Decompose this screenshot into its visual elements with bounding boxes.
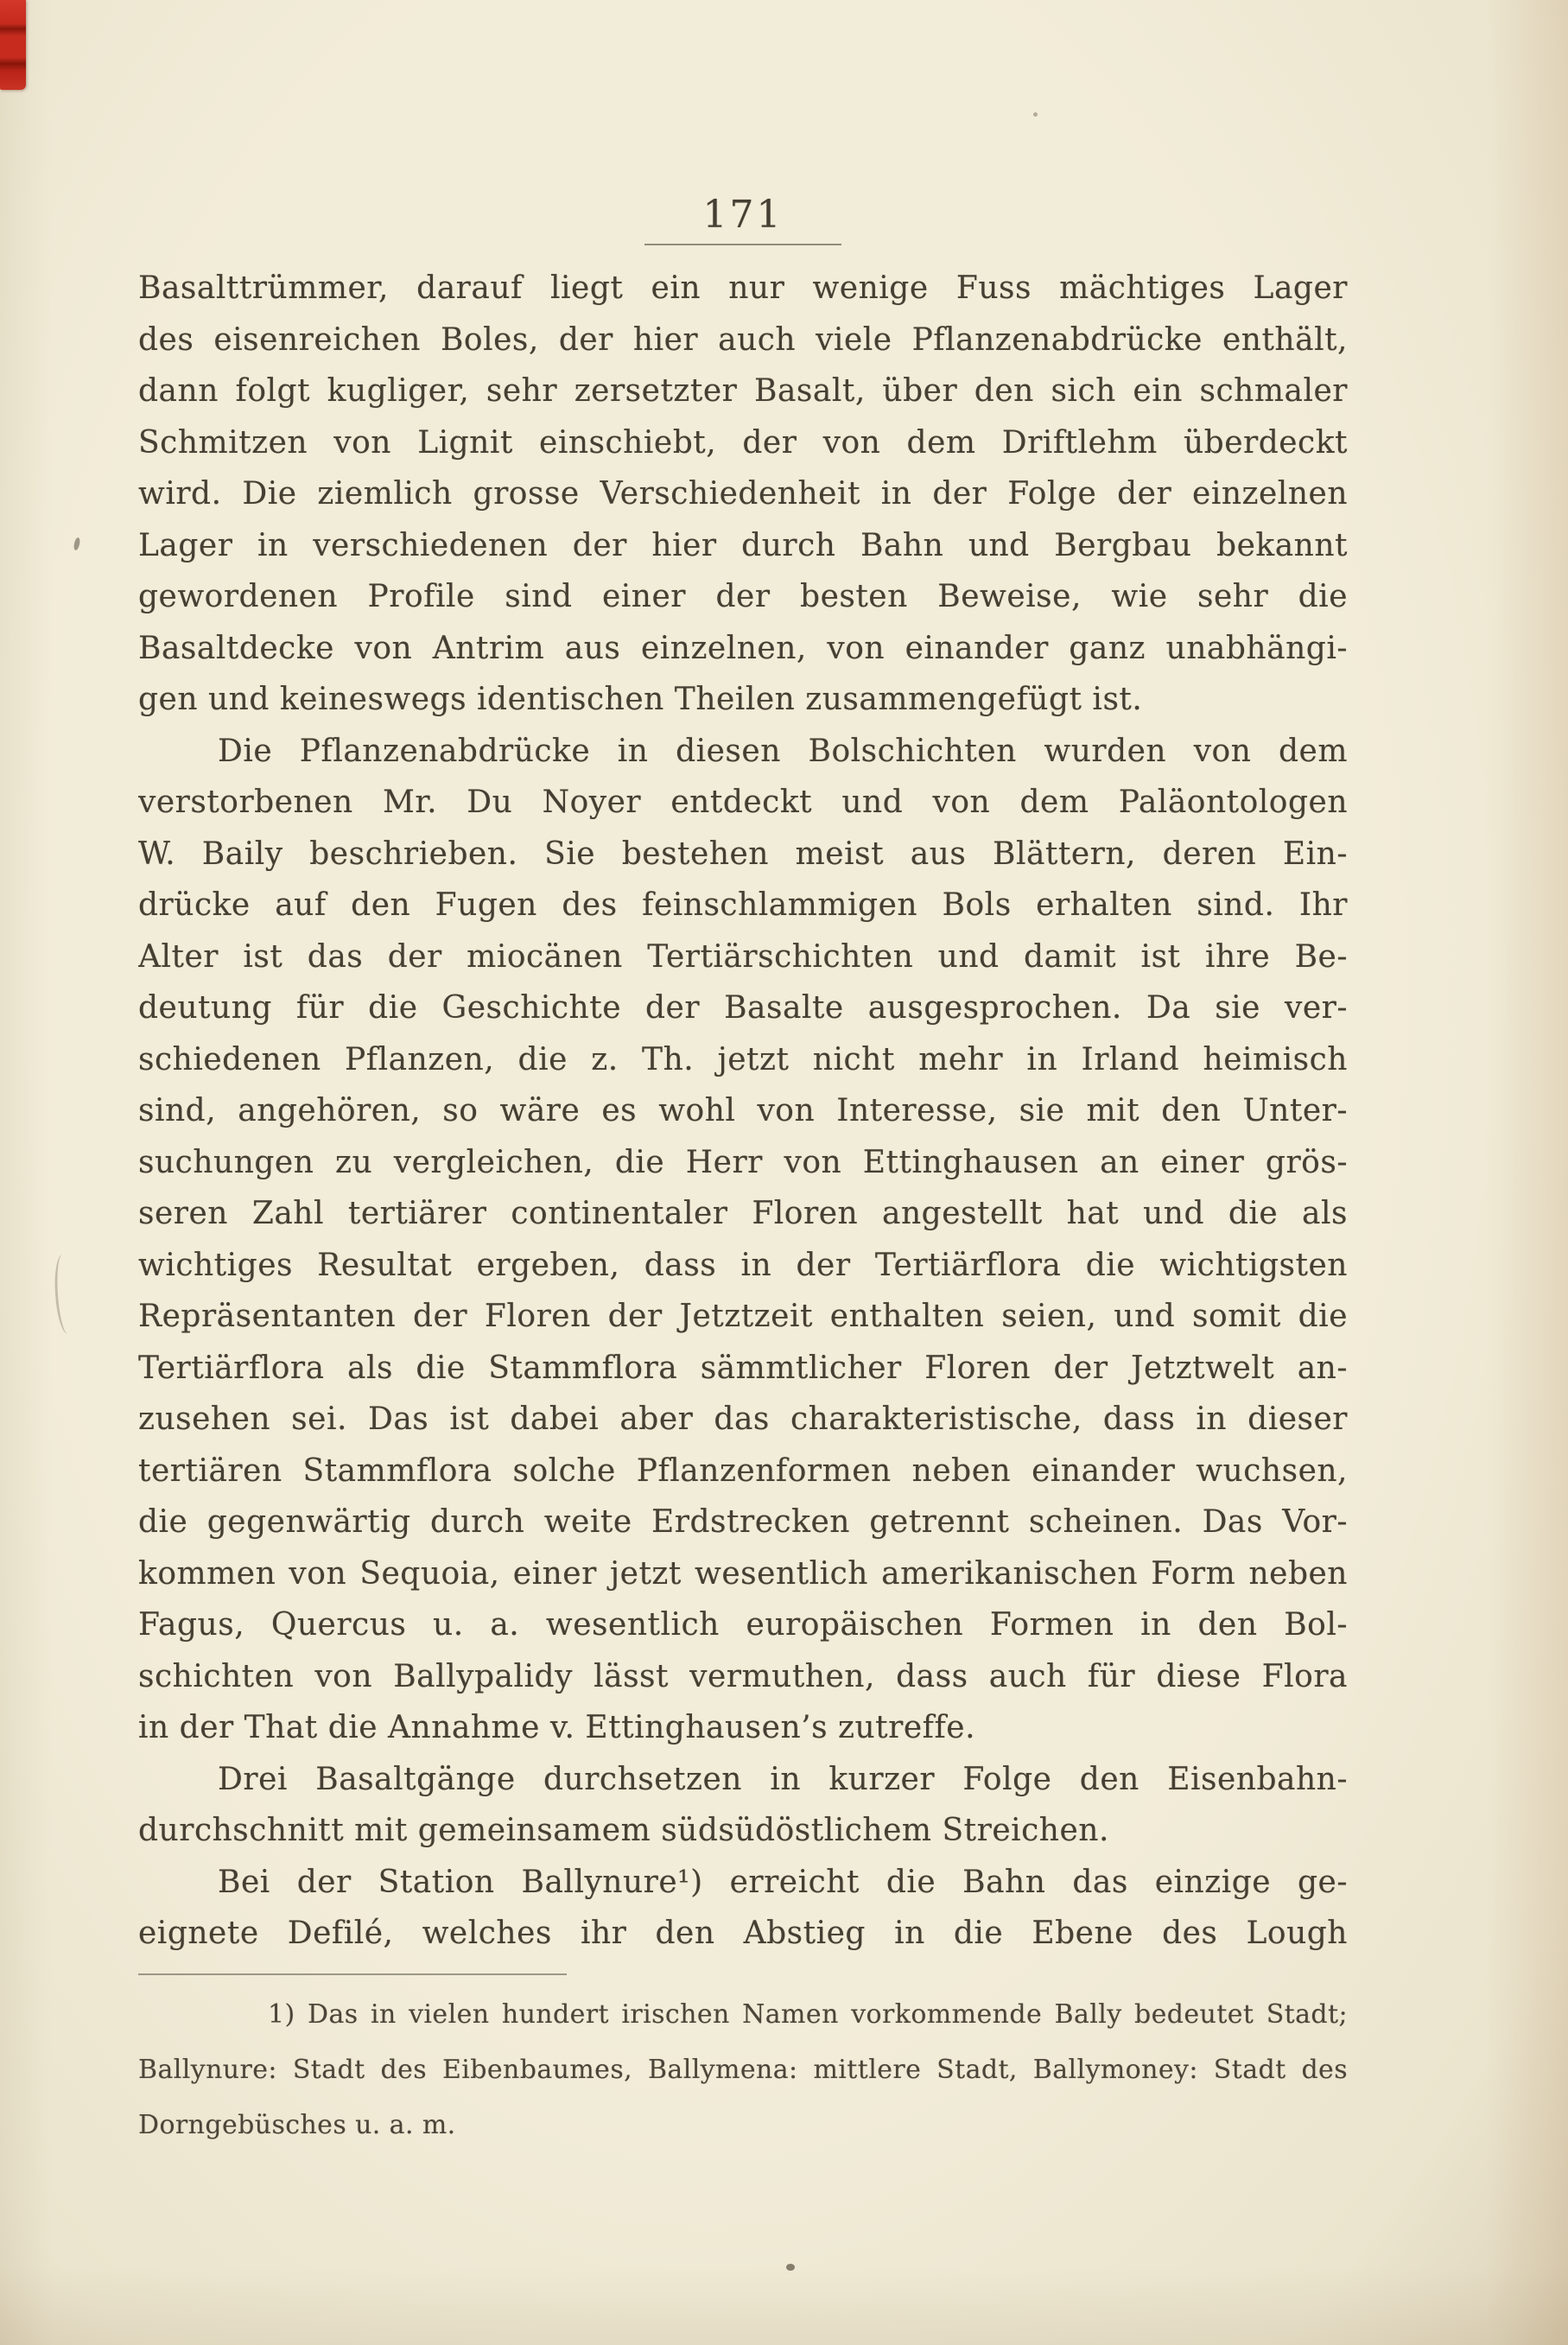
footnote-line: Dorngebüsches u. a. m. [138,2109,456,2140]
text-line: Schmitzen von Lignit einschiebt, der von dem Driftlehm überdeckt [138,424,1348,461]
text-line: Bei der Station Ballynure¹) erreicht die Bahn das einzige ge- [218,1864,1348,1900]
text-line: gen und keineswegs identischen Theilen zusammengefügt ist. [138,682,1143,717]
text-line: in der That die Annahme v. Ettinghausen’s zutreffe. [138,1710,976,1745]
text-line: Alter ist das der miocänen Tertiärschichten und damit ist ihre Be- [138,938,1348,975]
text-line: kommen von Sequoia, einer jetzt wesentlich amerikanischen Form neben [138,1555,1348,1592]
footnote-line: 1) Das in vielen hundert irischen Namen vorkommende Bally bedeutet Stadt; [268,1999,1348,2030]
scan-speck [786,2264,795,2271]
page-number: 171 [702,193,784,237]
text-line: Die Pflanzenabdrücke in diesen Bolschichten wurden von dem [218,733,1348,769]
text-line: schiedenen Pflanzen, die z. Th. jetzt nicht mehr in Irland heimisch [138,1041,1348,1077]
text-line: Drei Basaltgänge durchsetzen in kurzer Folge den Eisenbahn- [218,1761,1348,1797]
text-line: Fagus, Quercus u. a. wesentlich europäischen Formen in den Bol- [138,1607,1348,1643]
text-line: Repräsentanten der Floren der Jetztzeit enthalten seien, und somit die [138,1299,1348,1334]
text-line: wird. Die ziemlich grosse Verschiedenheit in der Folge der einzelnen [138,476,1348,512]
page-number-underline [644,244,841,245]
text-line: eignete Defilé, welches ihr den Abstieg in die Ebene des Lough [138,1916,1348,1951]
scan-speck [73,537,81,551]
scan-stray-mark [53,1254,78,1334]
body-text [138,263,1348,1960]
text-line: deutung für die Geschichte der Basalte ausgesprochen. Da sie ver- [138,990,1348,1026]
red-corner-tab [0,0,26,90]
text-line: drücke auf den Fugen des feinschlammigen Bols erhalten sind. Ihr [138,887,1348,923]
text-line: Tertiärflora als die Stammflora sämmtlicher Floren der Jetztwelt an- [138,1350,1348,1386]
footnote-line: Ballynure: Stadt des Eibenbaumes, Ballymena: mittlere Stadt, Ballymoney: Stadt des [138,2054,1348,2085]
footnote [138,1987,1348,2153]
text-line: Basaltdecke von Antrim aus einzelnen, von einander ganz unabhängi- [138,630,1348,666]
text-line: seren Zahl tertiärer continentaler Floren angestellt hat und die als [138,1196,1348,1231]
text-line: des eisenreichen Boles, der hier auch viele Pflanzenabdrücke enthält, [138,321,1348,358]
text-line: schichten von Ballypalidy lässt vermuthen, dass auch für diese Flora [138,1658,1348,1694]
text-line: zusehen sei. Das ist dabei aber das charakteristische, dass in dieser [138,1401,1348,1437]
text-line: Basalttrümmer, darauf liegt ein nur wenige Fuss mächtiges Lager [138,270,1348,306]
text-line: Lager in verschiedenen der hier durch Bahn und Bergbau bekannt [138,527,1348,563]
page-number-block [138,195,1348,245]
footnote-separator-rule [138,1973,567,1975]
text-block [138,0,1348,2153]
text-line: W. Baily beschrieben. Sie bestehen meist aus Blättern, deren Ein- [138,836,1348,872]
text-line: tertiären Stammflora solche Pflanzenformen neben einander wuchsen, [138,1452,1348,1489]
scan-speck [1033,112,1038,117]
text-line: dann folgt kugliger, sehr zersetzter Basalt, über den sich ein schmaler [138,373,1348,409]
text-line: verstorbenen Mr. Du Noyer entdeckt und von dem Paläontologen [138,785,1348,820]
text-line: sind, angehören, so wäre es wohl von Interesse, sie mit den Unter- [138,1093,1348,1128]
text-line: wichtiges Resultat ergeben, dass in der Tertiärflora die wichtigsten [138,1247,1348,1283]
text-line: suchungen zu vergleichen, die Herr von Ettinghausen an einer grös- [138,1144,1348,1180]
text-line: durchschnitt mit gemeinsamem südsüdöstlichem Streichen. [138,1813,1109,1848]
text-line: die gegenwärtig durch weite Erdstrecken getrennt scheinen. Das Vor- [138,1504,1348,1540]
text-line: gewordenen Profile sind einer der besten Beweise, wie sehr die [138,579,1348,614]
